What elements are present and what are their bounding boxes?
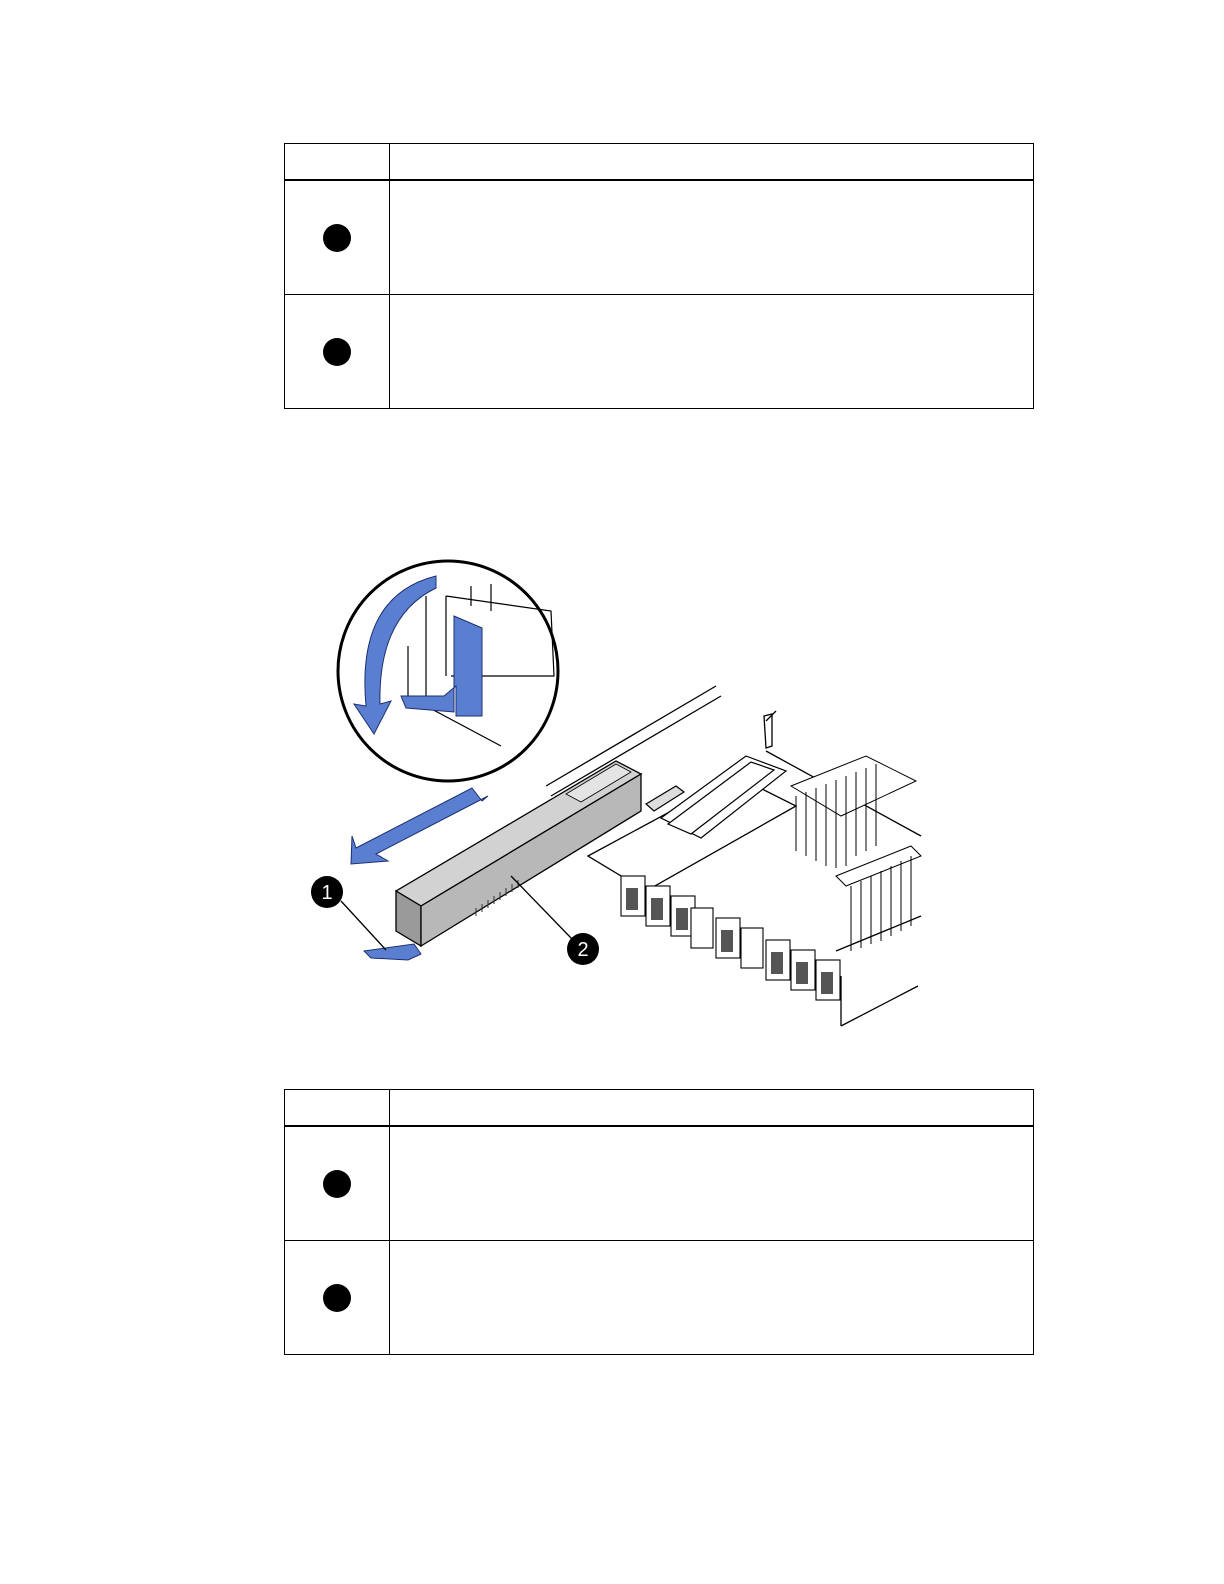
- legend-description-cell: [390, 180, 1034, 295]
- callout-2-leader: [511, 876, 572, 939]
- legend-description-cell: [390, 295, 1034, 409]
- legend-table-top: [284, 143, 1034, 409]
- latch-detail-inset: [338, 561, 558, 781]
- legend-callout-cell: [285, 1126, 390, 1241]
- legend-header-row: [285, 144, 1034, 181]
- memory-slots: [646, 756, 786, 838]
- battery-removal-illustration: [296, 556, 930, 1040]
- legend-header-callout: [285, 144, 390, 181]
- callout-1-label: 1: [321, 882, 333, 904]
- battery-latch: [364, 944, 421, 960]
- legend-callout-cell: [285, 295, 390, 409]
- legend-header-description: [390, 1090, 1034, 1127]
- heat-sinks: [791, 756, 921, 951]
- legend-description-cell: [390, 1241, 1034, 1355]
- callout-2-label: 2: [577, 939, 589, 961]
- callout-1-leader: [341, 901, 386, 950]
- legend-header-callout: [285, 1090, 390, 1127]
- port-connectors: [621, 876, 840, 1000]
- legend-callout-cell: [285, 180, 390, 295]
- callout-marker-icon: [323, 1170, 351, 1198]
- legend-row: [285, 180, 1034, 295]
- callout-marker-icon: [323, 1284, 351, 1312]
- legend-row: [285, 1241, 1034, 1355]
- legend-row: [285, 295, 1034, 409]
- callout-marker-icon: [323, 224, 351, 252]
- callout-1: [311, 876, 343, 908]
- legend-row: [285, 1126, 1034, 1241]
- callout-2: [567, 933, 599, 965]
- legend-header-row: [285, 1090, 1034, 1127]
- legend-description-cell: [390, 1126, 1034, 1241]
- chassis-outline: [546, 686, 921, 1026]
- legend-header-description: [390, 144, 1034, 181]
- battery-module: [396, 761, 641, 946]
- legend-table-bottom: [284, 1089, 1034, 1355]
- legend-callout-cell: [285, 1241, 390, 1355]
- callout-marker-icon: [323, 338, 351, 366]
